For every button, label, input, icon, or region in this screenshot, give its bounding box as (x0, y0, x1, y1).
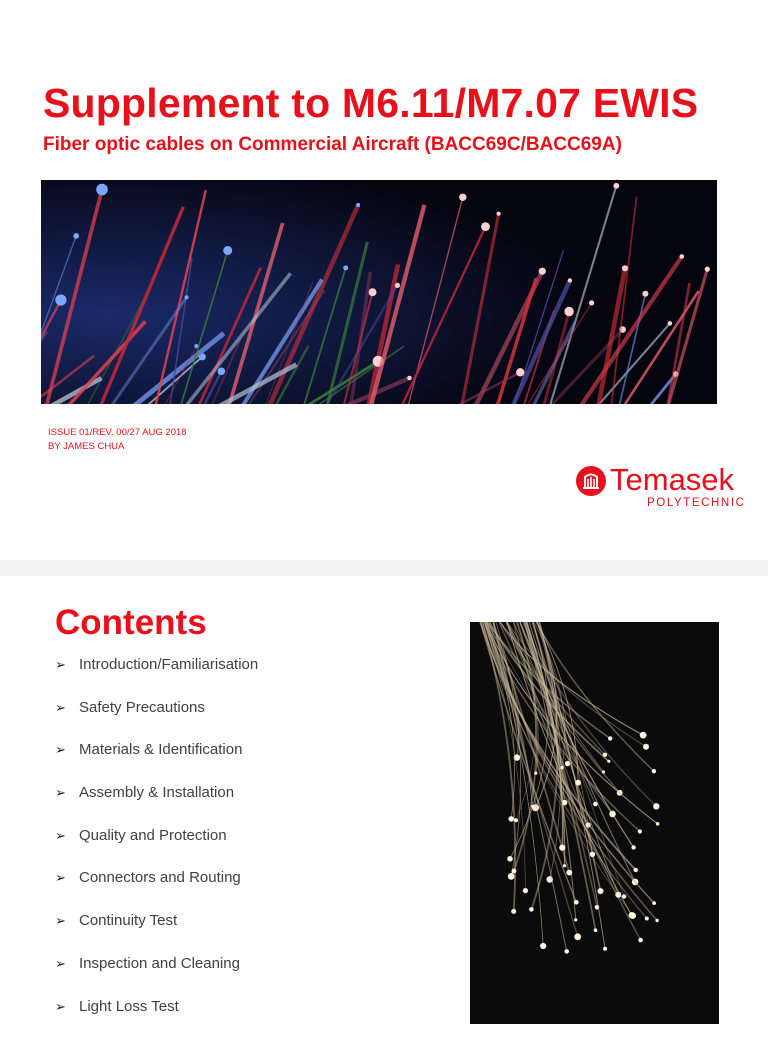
logo-name: Temasek (610, 462, 734, 498)
author: BY JAMES CHUA (48, 440, 187, 454)
contents-item-label: Safety Precautions (79, 699, 205, 716)
arrow-bullet-icon: ➢ (55, 784, 79, 801)
contents-item-label: Introduction/Familiarisation (79, 656, 258, 673)
contents-item-label: Assembly & Installation (79, 784, 234, 801)
fiber-tip-glow (523, 888, 528, 893)
contents-item-label: Continuity Test (79, 912, 177, 929)
fiber-tip-glow (508, 816, 514, 822)
fiber-tip-glow (613, 183, 619, 189)
contents-item (55, 998, 258, 1040)
fiber-tip-glow (656, 822, 660, 826)
fiber-tip-glow (407, 376, 412, 381)
fiber-tip-glow (680, 254, 685, 259)
fiber-tip-glow (531, 805, 534, 808)
fiber-tip-glow (642, 291, 648, 297)
fiber-tip-glow (534, 772, 537, 775)
slide-subtitle: Fiber optic cables on Commercial Aircraft (BACC69C/BACC69A) (43, 134, 622, 156)
fiber-tip-glow (564, 307, 573, 316)
page-separator (0, 560, 768, 576)
fiber-tip-glow (529, 907, 534, 912)
arrow-bullet-icon: ➢ (55, 955, 79, 972)
fiber-tip-glow (615, 892, 621, 898)
fiber-tip-glow (631, 845, 635, 849)
fiber-tip-glow (185, 295, 189, 299)
fiber-tip-glow (652, 901, 656, 905)
contents-item (55, 699, 258, 742)
fiber-tip-glow (638, 829, 642, 833)
fiber-tip-glow (516, 368, 524, 376)
fiber-tip-glow (640, 732, 647, 739)
contents-item (55, 869, 258, 912)
arrow-bullet-icon: ➢ (55, 912, 79, 929)
fiber-tip-glow (369, 288, 377, 296)
temasek-logo (574, 462, 744, 512)
fiber-tip-glow (629, 912, 635, 918)
contents-item-label: Connectors and Routing (79, 869, 241, 886)
fiber-tip-glow (574, 918, 577, 921)
fiber-tip-glow (608, 736, 612, 740)
fiber-tip-glow (96, 184, 108, 196)
fiber-tip-glow (603, 947, 607, 951)
fiber-tip-glow (343, 265, 348, 270)
contents-item (55, 656, 258, 699)
fiber-tip-glow (560, 766, 563, 769)
fiber-tip-glow (356, 203, 360, 207)
contents-item-label: Materials & Identification (79, 741, 242, 758)
fiber-tip-glow (497, 212, 501, 216)
fiber-tip-glow (574, 933, 581, 940)
slide-title: Supplement to M6.11/M7.07 EWIS (43, 80, 698, 127)
fiber-tip-glow (593, 802, 598, 807)
fiber-tip-glow (634, 868, 638, 872)
fiber-tip-glow (514, 818, 518, 822)
logo-subtitle: POLYTECHNIC (647, 497, 746, 509)
fiber-tip-glow (508, 873, 515, 880)
fiber-tip-glow (218, 368, 226, 376)
fiber-tip-glow (622, 265, 628, 271)
contents-heading: Contents (55, 603, 207, 643)
issue-info (48, 426, 187, 454)
fiber-tip-glow (568, 278, 572, 282)
fiber-tip-glow (594, 928, 598, 932)
contents-item (55, 741, 258, 784)
fiber-tip-glow (512, 869, 517, 874)
fiber-optic-bundle-image (470, 622, 719, 1024)
fiber-tip-glow (566, 870, 572, 876)
arrow-bullet-icon: ➢ (55, 869, 79, 886)
arrow-bullet-icon: ➢ (55, 656, 79, 673)
fiber-tip-glow (652, 769, 656, 773)
contents-item (55, 955, 258, 998)
issue-revision: ISSUE 01/REV. 00/27 AUG 2018 (48, 426, 187, 440)
fiber-tip-glow (55, 295, 66, 306)
fiber-optic-banner-image (41, 180, 717, 404)
fiber-tip-glow (574, 900, 579, 905)
fiber-tip-glow (481, 222, 490, 231)
fiber-tip-glow (638, 938, 643, 943)
contents-item (55, 784, 258, 827)
fiber-tip-glow (73, 233, 79, 239)
fiber-tip-glow (645, 917, 649, 921)
fiber-tip-glow (668, 321, 673, 326)
fiber-tip-glow (590, 852, 595, 857)
arrow-bullet-icon: ➢ (55, 827, 79, 844)
fiber-tip-glow (539, 268, 546, 275)
fiber-tip-glow (563, 864, 566, 867)
contents-slide (0, 576, 768, 1024)
fiber-tip-glow (598, 888, 604, 894)
contents-item (55, 912, 258, 955)
fiber-tip-glow (653, 803, 659, 809)
fiber-tip-glow (705, 267, 710, 272)
contents-list (55, 656, 258, 1040)
contents-item-label: Quality and Protection (79, 827, 227, 844)
fiber-tip-glow (395, 283, 400, 288)
fiber-tip-glow (511, 909, 516, 914)
arrow-bullet-icon: ➢ (55, 699, 79, 716)
contents-item (55, 827, 258, 870)
contents-item-label: Light Loss Test (79, 998, 179, 1015)
fiber-tip-glow (564, 949, 569, 954)
fiber-tip-glow (459, 194, 466, 201)
fiber-tip-glow (655, 919, 658, 922)
contents-item-label: Inspection and Cleaning (79, 955, 240, 972)
arrow-bullet-icon: ➢ (55, 998, 79, 1015)
fiber-tip-glow (223, 246, 232, 255)
fiber-tip-glow (507, 856, 513, 862)
fiber-tip-glow (540, 943, 546, 949)
temasek-emblem-icon (576, 466, 606, 496)
fiber-tip-glow (559, 845, 565, 851)
fiber-tip-glow (607, 760, 610, 763)
fiber-tip-glow (609, 811, 616, 818)
arrow-bullet-icon: ➢ (55, 741, 79, 758)
fiber-tip-glow (643, 744, 649, 750)
fiber-tip-glow (589, 300, 594, 305)
